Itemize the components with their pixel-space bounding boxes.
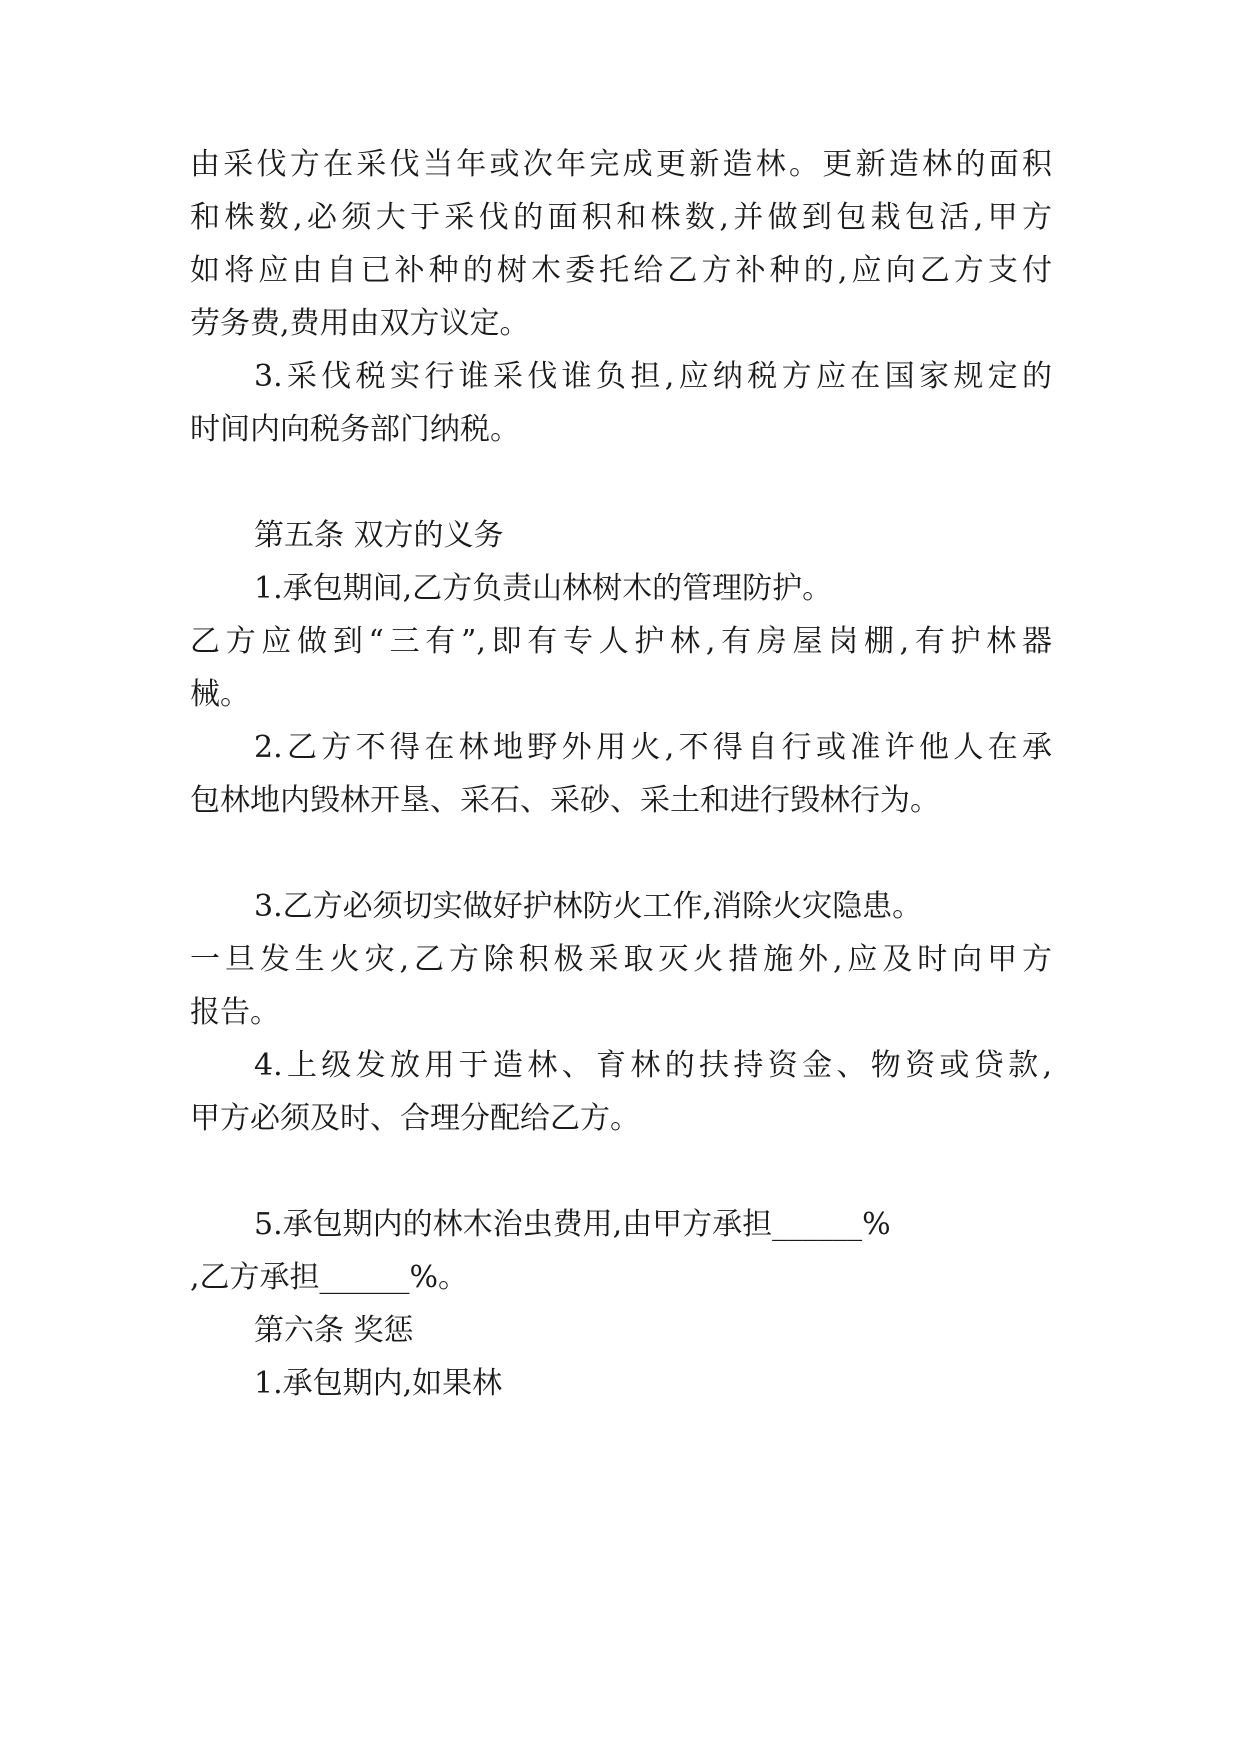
- paragraph-line: 一旦发生火灾,乙方除积极采取灭火措施外,应及时向甲方: [190, 942, 1052, 977]
- paragraph-line: 和株数,必须大于采伐的面积和株数,并做到包栽包活,甲方: [190, 200, 1052, 235]
- clause-3-line: 3.采伐税实行谁采伐谁负担,应纳税方应在国家规定的: [254, 359, 1052, 394]
- clause-5-line: 5.承包期内的林木治虫费用,由甲方承担______%: [254, 1207, 891, 1242]
- paragraph-line: 报告。: [190, 995, 280, 1030]
- section-heading-5: 第五条 双方的义务: [254, 518, 504, 553]
- clause-4-line: 4.上级发放用于造林、育林的扶持资金、物资或贷款,: [254, 1048, 1052, 1083]
- paragraph-line: 包林地内毁林开垦、采石、采砂、采土和进行毁林行为。: [190, 783, 940, 818]
- paragraph-line: 劳务费,费用由双方议定。: [190, 306, 530, 341]
- paragraph-line: 械。: [190, 677, 250, 712]
- paragraph-line: ,乙方承担______%。: [190, 1260, 469, 1295]
- clause-1-line: 1.承包期内,如果林: [254, 1366, 503, 1401]
- clause-3-line: 3.乙方必须切实做好护林防火工作,消除火灾隐患。: [254, 889, 923, 924]
- paragraph-line: 乙方应做到“三有”,即有专人护林,有房屋岗棚,有护林器: [190, 624, 1052, 659]
- clause-2-line: 2.乙方不得在林地野外用火,不得自行或准许他人在承: [254, 730, 1052, 765]
- clause-1-line: 1.承包期间,乙方负责山林树木的管理防护。: [254, 571, 833, 606]
- paragraph-line: 甲方必须及时、合理分配给乙方。: [190, 1101, 640, 1136]
- paragraph-line: 如将应由自已补种的树木委托给乙方补种的,应向乙方支付: [190, 253, 1052, 288]
- paragraph-line: 由采伐方在采伐当年或次年完成更新造林。更新造林的面积: [190, 147, 1052, 182]
- paragraph-line: 时间内向税务部门纳税。: [190, 412, 520, 447]
- section-heading-6: 第六条 奖惩: [254, 1313, 414, 1348]
